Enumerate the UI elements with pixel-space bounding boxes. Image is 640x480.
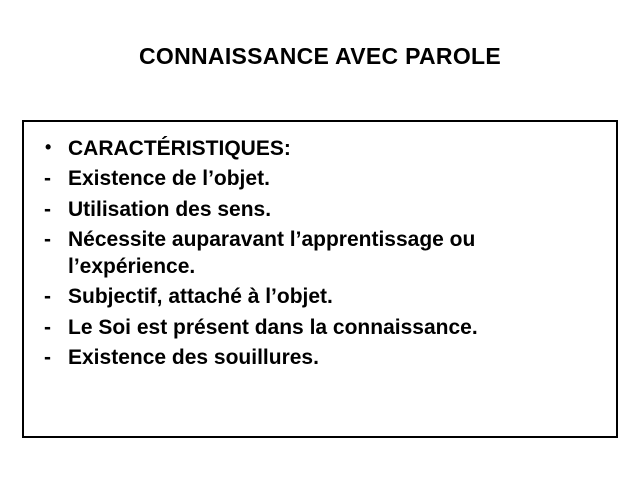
list-item <box>36 314 606 341</box>
bullet-list <box>36 135 606 371</box>
bullet-dash-icon: - <box>44 227 51 251</box>
list-item <box>36 135 606 162</box>
bullet-dash-icon: - <box>44 167 51 191</box>
list-item-text: Utilisation des sens. <box>68 197 272 221</box>
list-item-text: Existence des souillures. <box>68 346 319 370</box>
list-item <box>36 165 606 192</box>
list-item-text: Le Soi est présent dans la connaissance. <box>68 315 478 339</box>
list-item-text: Nécessite auparavant l’apprentissage ou l’expérience. <box>68 227 476 279</box>
page-title: CONNAISSANCE AVEC PAROLE <box>138 43 502 69</box>
bullet-dash-icon: - <box>44 197 51 221</box>
content-box <box>22 120 618 438</box>
bullet-dash-icon: - <box>44 315 51 339</box>
list-item <box>36 196 606 223</box>
bullet-dot-icon: • <box>45 137 52 157</box>
list-item <box>36 226 606 281</box>
list-item-text: Existence de l’objet. <box>68 167 270 191</box>
bullet-dash-icon: - <box>44 285 51 309</box>
bullet-dash-icon: - <box>44 346 51 370</box>
list-item-text: Subjectif, attaché à l’objet. <box>68 285 333 309</box>
list-item <box>36 283 606 310</box>
list-item-text: CARACTÉRISTIQUES: <box>68 137 291 160</box>
list-item <box>36 344 606 371</box>
